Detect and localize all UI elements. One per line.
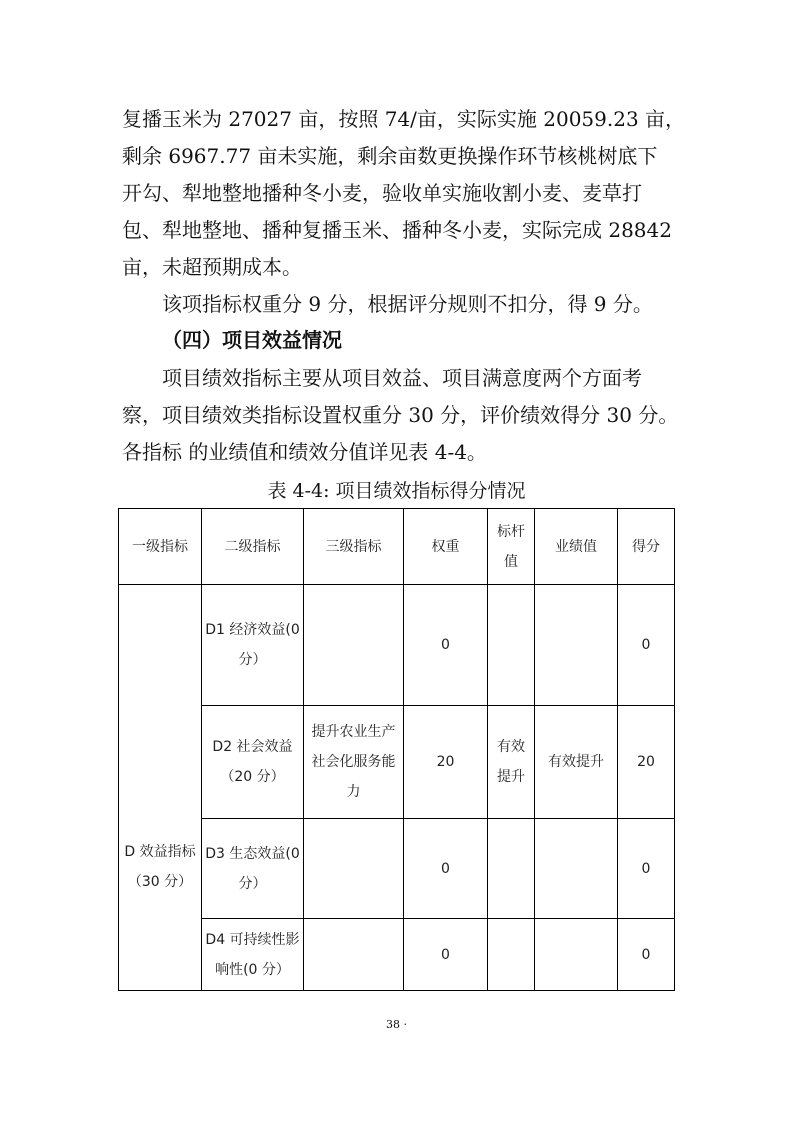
actual-cell	[535, 819, 618, 919]
header-cell: 三级指标	[304, 509, 404, 585]
table-header-row	[119, 509, 675, 585]
score-cell: 20	[618, 706, 675, 819]
section-heading: （四）项目效益情况	[162, 328, 342, 352]
paragraph-crop-cost	[122, 101, 686, 286]
text-line: 察，项目绩效类指标设置权重分 30 分，评价绩效得分 30 分。	[122, 403, 679, 427]
table-caption: 表 4-4: 项目绩效指标得分情况	[267, 480, 526, 502]
text-line: 项目绩效指标主要从项目效益、项目满意度两个方面考	[162, 366, 642, 390]
score-cell: 0	[618, 585, 675, 706]
actual-cell	[535, 585, 618, 706]
weight-cell: 0	[404, 819, 488, 919]
actual-cell	[535, 919, 618, 991]
table-row	[119, 819, 675, 919]
actual-cell: 有效提升	[535, 706, 618, 819]
benchmark-cell	[488, 585, 535, 706]
level3-cell: 提升农业生产社会化服务能力	[304, 706, 404, 819]
paragraph-weight-score	[122, 286, 682, 323]
header-cell: 得分	[618, 509, 675, 585]
page-number: 38 ·	[386, 1018, 407, 1031]
level2-cell: D4 可持续性影响性(0 分）	[202, 919, 304, 991]
weight-cell: 0	[404, 919, 488, 991]
header-cell: 业绩值	[535, 509, 618, 585]
text-line: 各指标 的业绩值和绩效分值详见表 4-4。	[122, 440, 487, 464]
score-cell: 0	[618, 919, 675, 991]
level1-cell: D 效益指标（30 分）	[119, 585, 202, 991]
benchmark-cell	[488, 819, 535, 919]
text-line: 复播玉米为 27027 亩，按照 74/亩，实际实施 20059.23 亩，	[122, 107, 686, 131]
score-cell: 0	[618, 819, 675, 919]
text-line: 开勾、犁地整地播种冬小麦，验收单实施收割小麦、麦草打	[122, 181, 642, 205]
level2-cell: D2 社会效益（20 分）	[202, 706, 304, 819]
header-cell: 一级指标	[119, 509, 202, 585]
level3-cell	[304, 819, 404, 919]
weight-cell: 20	[404, 706, 488, 819]
header-cell: 标杆值	[488, 509, 535, 585]
table-row	[119, 706, 675, 819]
level3-cell	[304, 585, 404, 706]
weight-cell: 0	[404, 585, 488, 706]
level2-cell: D1 经济效益(0 分）	[202, 585, 304, 706]
benchmark-cell: 有效提升	[488, 706, 535, 819]
text-line: 剩余 6967.77 亩未实施，剩余亩数更换操作环节核桃树底下	[122, 144, 658, 168]
table-row	[119, 585, 675, 706]
benchmark-cell	[488, 919, 535, 991]
header-cell: 权重	[404, 509, 488, 585]
level3-cell	[304, 919, 404, 991]
paragraph-performance-intro	[122, 360, 682, 471]
table-row	[119, 919, 675, 991]
performance-score-table	[118, 508, 675, 991]
header-cell: 二级指标	[202, 509, 304, 585]
text-line: 包、犁地整地、播种复播玉米、播种冬小麦，实际完成 28842	[122, 218, 672, 242]
level2-cell: D3 生态效益(0 分）	[202, 819, 304, 919]
text-line: 该项指标权重分 9 分，根据评分规则不扣分，得 9 分。	[162, 292, 653, 316]
text-line: 亩，未超预期成本。	[122, 255, 302, 279]
